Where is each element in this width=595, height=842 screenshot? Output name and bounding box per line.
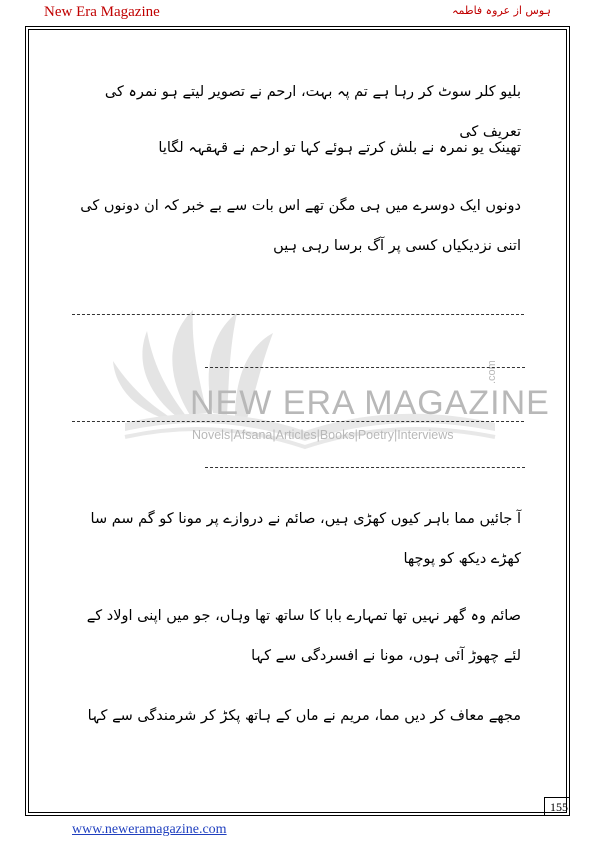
website-link[interactable]: www.neweramagazine.com	[72, 822, 227, 837]
watermark-domain: .com	[486, 360, 498, 384]
paragraph-3: دونوں ایک دوسرے میں ہی مگن تھے اس بات سے بے خبر کہ ان دونوں کی اتنی نزدیکیاں کسی پر آگ برسا رہی ہیں	[80, 198, 521, 254]
magazine-title: New Era Magazine	[44, 4, 160, 20]
paragraph-6: مجھے معاف کر دیں مما، مریم نے ماں کے ہاتھ پکڑ کر شرمندگی سے کہا	[87, 708, 521, 724]
page-number: 155	[544, 797, 570, 815]
divider-3	[72, 421, 524, 422]
watermark-subtitle: Novels|Afsana|Articles|Books|Poetry|Interviews	[192, 428, 454, 442]
paragraph-2: تھینک یو نمرہ نے بلش کرتے ہوئے کہا تو ارحم نے قہقہہ لگایا	[158, 140, 521, 156]
watermark-title: NEW ERA MAGAZINE	[190, 384, 550, 422]
paragraph-4: آ جائیں مما باہر کیوں کھڑی ہیں، صائم نے دروازے پر مونا کو گم سم سا کھڑے دیکھ کو پوچھا	[90, 511, 521, 567]
paragraph-1: بلیو کلر سوٹ کر رہا ہے تم پہ بہت، ارحم نے تصویر لیتے ہو نمرہ کی تعریف کی	[104, 84, 521, 140]
divider-2	[205, 367, 525, 368]
divider-1	[72, 314, 524, 315]
story-author: ہوس از عروہ فاطمہ	[452, 4, 551, 17]
paragraph-5: صائم وہ گھر نہیں تھا تمہارے بابا کا ساتھ تھا وہاں، جو میں اپنی اولاد کے لئے چھوڑ آئی ہوں، مونا نے افسردگی سے کہا	[86, 608, 521, 664]
divider-4	[205, 467, 525, 468]
